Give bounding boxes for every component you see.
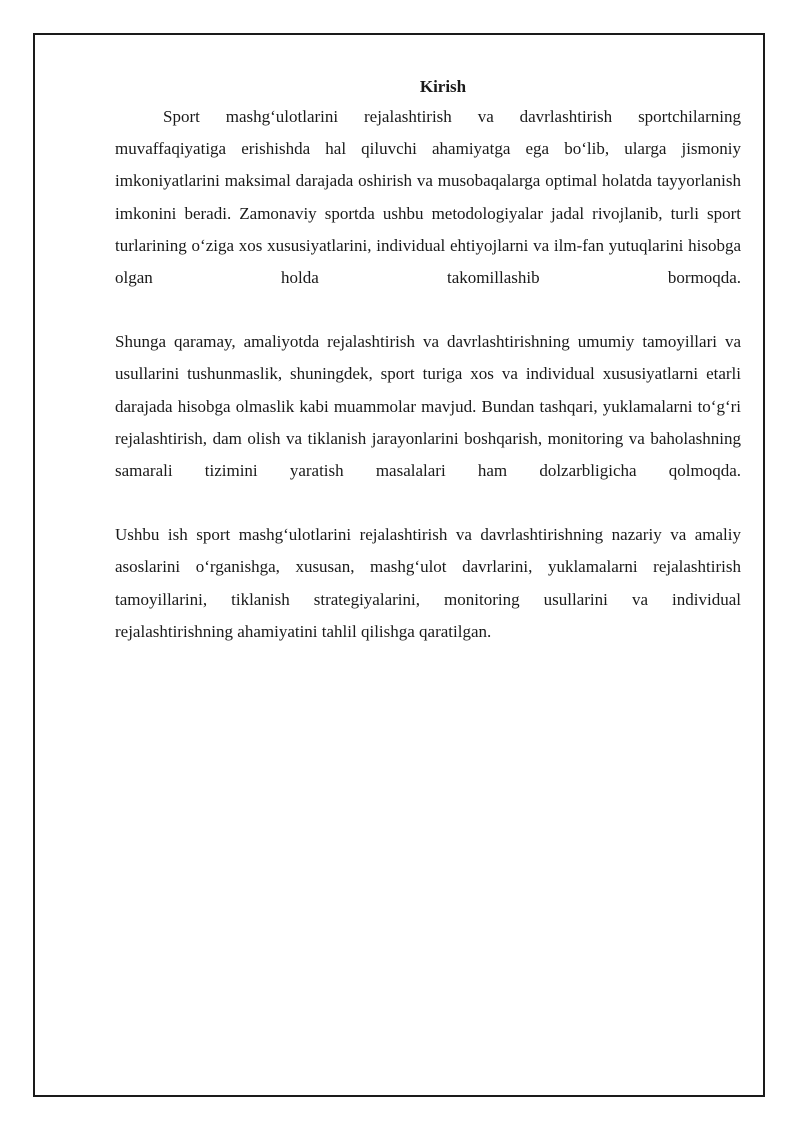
paragraph-spacer [115,487,741,519]
page-title: Kirish [419,77,467,96]
paragraph-problems: Shunga qaramay, amaliyotda rejalashtirish va davrlashtirishning umumiy tamoyillari va usullarini tushunmaslik, shuningdek, sport turiga xos va individual xususiyatlarni etarli darajada hisobga olmaslik kabi muammolar mavjud. Bundan tashqari, yuklamalarni to‘g‘ri rejalashtirish, dam olish va tiklanish jarayonlarini boshqarish, monitoring va baholashning samarali tizimini yaratish masalalari ham dolzarbligicha qolmoqda. [115,332,741,481]
paragraph-intro: Sport mashg‘ulotlarini rejalashtirish va davrlashtirish sportchilarning muvaffaqiyatiga erishishda hal qiluvchi ahamiyatga ega bo‘lib, ularga jismoniy imkoniyatlarini maksimal darajada oshirish va musobaqalarga optimal holatda tayyorlanish imkonini beradi. Zamonaviy sportda ushbu metodologiyalar jadal rivojlanib, turli sport turlarining o‘ziga xos xususiyatlarini, individual ehtiyojlarni va ilm-fan yutuqlarini hisobga olgan holda takomillashib bormoqda. [115,107,741,288]
paragraph-aim: Ushbu ish sport mashg‘ulotlarini rejalashtirish va davrlashtirishning nazariy va amaliy asoslarini o‘rganishga, xususan, mashg‘ulot davrlarini, yuklamalarni rejalashtirish tamoyillarini, tiklanish strategiyalarini, monitoring usullarini va individual rejalashtirishning ahamiyatini tahlil qilishga qaratilgan. [115,525,741,641]
paragraph-spacer [115,294,741,326]
document-body [115,76,741,648]
